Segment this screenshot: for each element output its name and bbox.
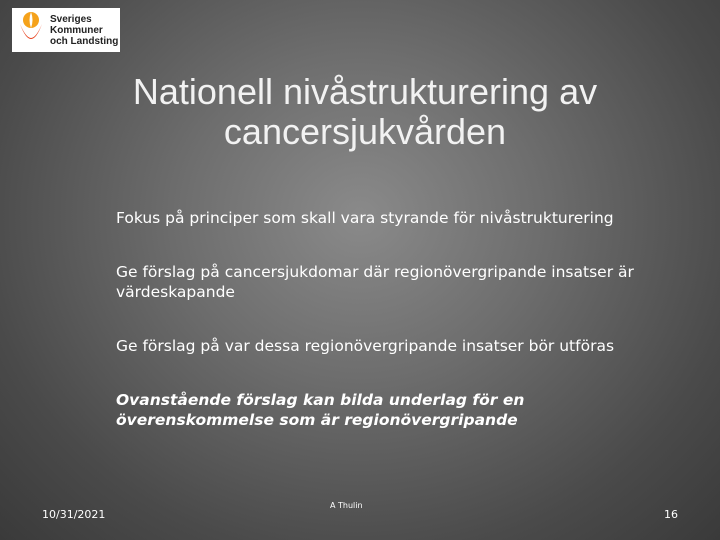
logo-wordmark — [50, 14, 118, 47]
footer-date: 10/31/2021 — [42, 508, 106, 521]
slide-title — [60, 72, 670, 152]
logo-line-1: Sveriges — [50, 13, 92, 25]
organization-logo — [12, 8, 120, 52]
bullet-list — [116, 208, 656, 464]
bullet-item: Fokus på principer som skall vara styrande för nivåstrukturering — [116, 209, 614, 227]
bullet-item-emphasized: Ovanstående förslag kan bilda underlag för en överenskommelse som är regionövergripande — [116, 391, 525, 429]
slide-title-line-1: Nationell nivåstrukturering av — [132, 71, 598, 112]
bullet-item: Ge förslag på var dessa regionövergripande insatser bör utföras — [116, 337, 615, 355]
slide-number: 16 — [664, 508, 678, 521]
logo-line-2: Kommuner — [50, 24, 103, 36]
logo-line-3: och Landsting — [50, 35, 119, 47]
slide-title-line-2: cancersjukvården — [223, 111, 507, 152]
footer-author: A Thulin — [330, 501, 363, 510]
bullet-item: Ge förslag på cancersjukdomar där regionövergripande insatser är värdeskapande — [116, 263, 634, 301]
skl-logo-icon — [14, 8, 48, 52]
